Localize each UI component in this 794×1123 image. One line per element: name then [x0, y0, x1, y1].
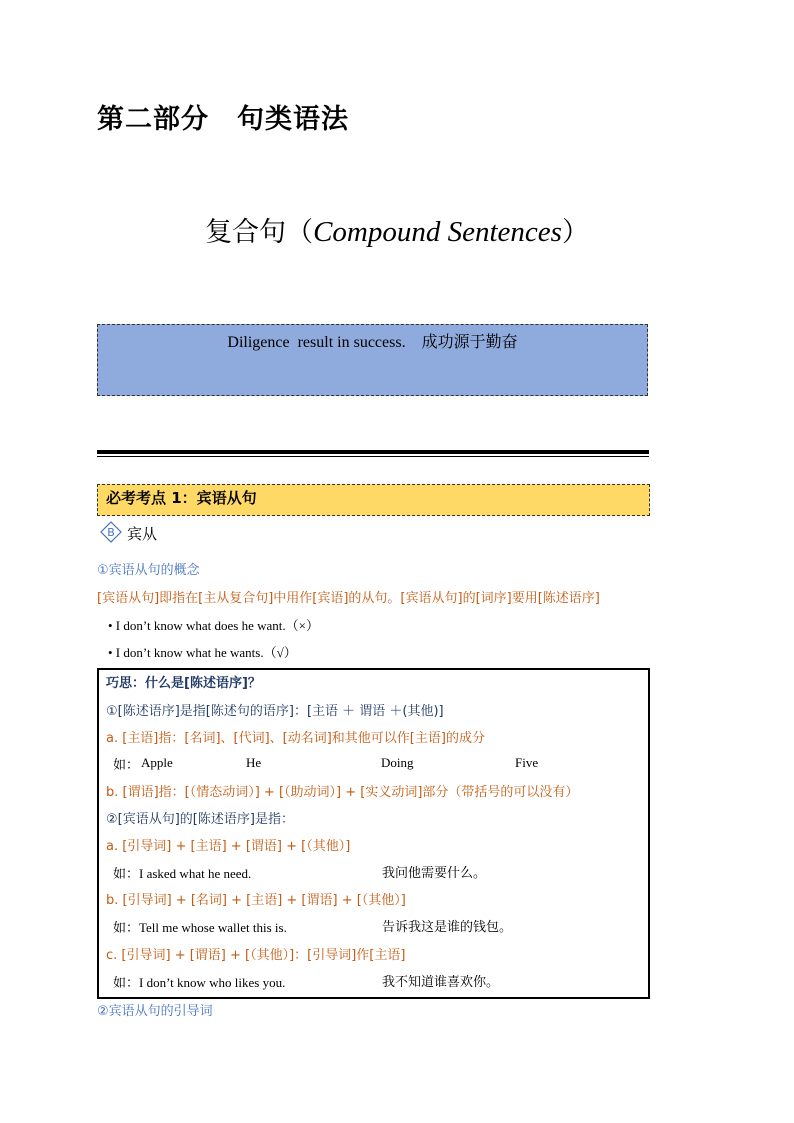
motto-box [97, 324, 648, 396]
pattern-b: b. [引导词] + [名词] + [主语] + [谓语] + [（其他）] [106, 893, 406, 908]
correct-example: • I don’t know what he wants.（√） [108, 645, 297, 660]
pattern-b-translation: 告诉我这是谁的钱包。 [382, 920, 513, 935]
main-title-en: Compound Sentences [313, 216, 562, 248]
subject-example-word: Doing [381, 755, 414, 770]
key-point-banner [97, 484, 650, 516]
pattern-b-example: 如：Tell me whose wallet this is. [113, 920, 287, 935]
introducer-heading: ②宾语从句的引导词 [97, 1004, 213, 1019]
diamond-b-icon [100, 521, 122, 543]
badge-letter: B [107, 526, 115, 539]
main-title-cn: 复合句（ [205, 217, 314, 248]
main-title [0, 210, 794, 249]
subject-definition: a. [主语]指：[名词]、[代词]、[动名词]和其他可以作[主语]的成分 [106, 731, 485, 746]
pattern-a-example: 如：I asked what he need. [113, 866, 252, 881]
subject-example-word: He [246, 755, 262, 770]
predicate-definition: b. [谓语]指：[（情态动词）] + [（助动词）] + [实义动词]部分（带括号的可以没有） [106, 785, 579, 800]
think-title: 巧思：什么是[陈述语序]？ [106, 676, 261, 691]
pattern-a-translation: 我问他需要什么。 [382, 866, 487, 881]
pattern-c: c. [引导词] + [谓语] + [（其他）]：[引导词]作[主语] [106, 948, 406, 963]
wrong-example: • I don’t know what does he want.（×） [108, 618, 319, 633]
pattern-c-example: 如：I don’t know who likes you. [113, 975, 286, 990]
divider-thick [97, 450, 649, 454]
object-clause-order-heading: ②[宾语从句]的[陈述语序]是指： [106, 812, 294, 827]
part-title: 第二部分 句类语法 [97, 104, 349, 135]
badge-label: 宾从 [127, 525, 158, 543]
subject-example-prefix: 如： [113, 758, 140, 773]
concept-definition: [宾语从句]即指在[主从复合句]中用作[宾语]的从句。[宾语从句]的[词序]要用[陈述语序] [97, 591, 600, 606]
motto-text: Diligence result in success. 成功源于勤奋 [227, 334, 518, 351]
divider-thin [97, 456, 649, 457]
subject-example-word: Apple [141, 755, 173, 770]
statement-order-definition: ①[陈述语序]是指[陈述句的语序]：[主语 ＋ 谓语 ＋(其他)] [106, 704, 444, 719]
key-point-label: 必考考点 1：宾语从句 [106, 489, 257, 507]
subject-example-word: Five [515, 755, 539, 770]
pattern-c-translation: 我不知道谁喜欢你。 [382, 975, 500, 990]
main-title-close: ） [561, 217, 589, 248]
think-box [97, 668, 650, 999]
concept-heading: ①宾语从句的概念 [97, 563, 200, 578]
pattern-a: a. [引导词] + [主语] + [谓语] + [（其他）] [106, 839, 351, 854]
